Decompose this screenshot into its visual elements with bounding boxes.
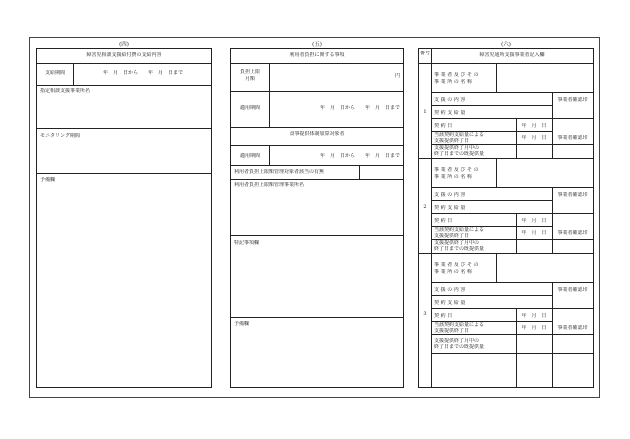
reserve-notes-label-5: 予備欄 <box>234 321 250 327</box>
end-date-label-line-2: 支援提供終了日 <box>434 328 470 334</box>
service-content-label: 支援の内容 <box>434 287 468 293</box>
panel-4-title: 障害児相談支援給付費の支給内容 <box>86 52 162 58</box>
remaining-label-line-2: 終了日までの既提供量 <box>434 344 485 350</box>
applicable-period-label-2: 適用期間 <box>239 153 260 159</box>
end-date-value[interactable]: 年 月 日 <box>521 135 547 141</box>
provider-confirm-stamp-2[interactable]: 事業者確認印 <box>557 135 588 141</box>
remaining-label-line-1: 支援提供終了月中の <box>434 145 480 151</box>
panel-6-label: (六) <box>501 42 511 48</box>
monthly-cap-unit[interactable]: 円 <box>394 73 400 79</box>
support-period-label: 支給期間 <box>44 70 65 76</box>
panel-4-label: (四) <box>119 42 129 48</box>
end-date-label-line-1: 当該契約支給量による <box>434 227 485 233</box>
end-date-value[interactable]: 年 月 日 <box>521 230 547 236</box>
panel-5 <box>230 48 404 388</box>
office-name-line-1: 事業者及びその <box>434 167 481 173</box>
remaining-label-line-2: 終了日までの既提供量 <box>434 246 485 252</box>
monthly-cap-label-line-1: 負担上限 <box>239 69 260 75</box>
service-content-label: 支援の内容 <box>434 97 468 103</box>
contract-amount-label: 契約支給量 <box>434 300 468 306</box>
contract-amount-label: 契約支給量 <box>434 205 468 211</box>
applicable-period-value-2[interactable]: 年 月 日から 年 月 日まで <box>319 153 400 159</box>
cap-management-applicable-label: 利用者負担上限額管理対象者該当の有無 <box>234 169 325 175</box>
end-date-label-line-1: 当該契約支給量による <box>434 322 485 328</box>
service-content-label: 支援の内容 <box>434 192 468 198</box>
monitoring-period-label: モニタリング期間 <box>40 133 80 139</box>
applicable-period-label: 適用期間 <box>239 105 260 111</box>
block-number: 1 <box>423 109 427 115</box>
provider-confirm-stamp[interactable]: 事業者確認印 <box>557 192 588 198</box>
office-name-line-2: 事業所の名称 <box>434 269 474 275</box>
remaining-label-line-1: 支援提供終了月中の <box>434 338 480 344</box>
provider-confirm-stamp[interactable]: 事業者確認印 <box>557 287 588 293</box>
panel-5-title: 利用者負担に関する事項 <box>289 52 345 58</box>
contract-date-value[interactable]: 年 月 日 <box>521 218 547 224</box>
end-date-label-line-2: 支援提供終了日 <box>434 138 470 144</box>
contract-date-label: 契約日 <box>434 123 454 129</box>
remaining-label-line-2: 終了日までの既提供量 <box>434 151 485 157</box>
monthly-cap-label-line-2: 月額 <box>244 76 255 82</box>
provider-confirm-stamp-2[interactable]: 事業者確認印 <box>557 325 588 331</box>
block-number: 3 <box>423 311 427 317</box>
contract-date-label: 契約日 <box>434 218 454 224</box>
cap-management-office-label: 利用者負担上限額管理事業所名 <box>234 182 305 188</box>
designated-provider-label: 指定相談支援事業所名 <box>40 88 91 94</box>
block-number: 2 <box>423 204 427 210</box>
end-date-value[interactable]: 年 月 日 <box>521 325 547 331</box>
panel-6-title: 障害児通所支援事業者記入欄 <box>479 52 545 58</box>
end-date-label-line-1: 当該契約支給量による <box>434 132 485 138</box>
panel-5-label: (五) <box>312 42 322 48</box>
support-period-value[interactable]: 年 月 日から 年 月 日まで <box>102 70 183 76</box>
contract-date-value[interactable]: 年 月 日 <box>521 313 547 319</box>
number-header: 番号 <box>419 51 430 56</box>
provider-confirm-stamp-2[interactable]: 事業者確認印 <box>557 230 588 236</box>
panel-6 <box>418 48 594 388</box>
contract-date-label: 契約日 <box>434 313 454 319</box>
applicable-period-value[interactable]: 年 月 日から 年 月 日まで <box>319 105 400 111</box>
contract-date-value[interactable]: 年 月 日 <box>521 123 547 129</box>
remaining-label-line-1: 支援提供終了月中の <box>434 240 480 246</box>
provider-confirm-stamp[interactable]: 事業者確認印 <box>557 97 588 103</box>
office-name-line-2: 事業所の名称 <box>434 174 474 180</box>
office-name-line-2: 事業所の名称 <box>434 79 474 85</box>
reserve-notes-label: 予備欄 <box>40 177 56 183</box>
office-name-line-1: 事業者及びその <box>434 262 481 268</box>
end-date-label-line-2: 支援提供終了日 <box>434 233 470 239</box>
special-notes-label: 特記事項欄 <box>234 240 260 246</box>
panel-4 <box>36 48 212 388</box>
office-name-line-1: 事業者及びその <box>434 72 481 78</box>
meal-provision-label: 食事提供体制加算対象者 <box>289 131 345 137</box>
contract-amount-label: 契約支給量 <box>434 110 468 116</box>
